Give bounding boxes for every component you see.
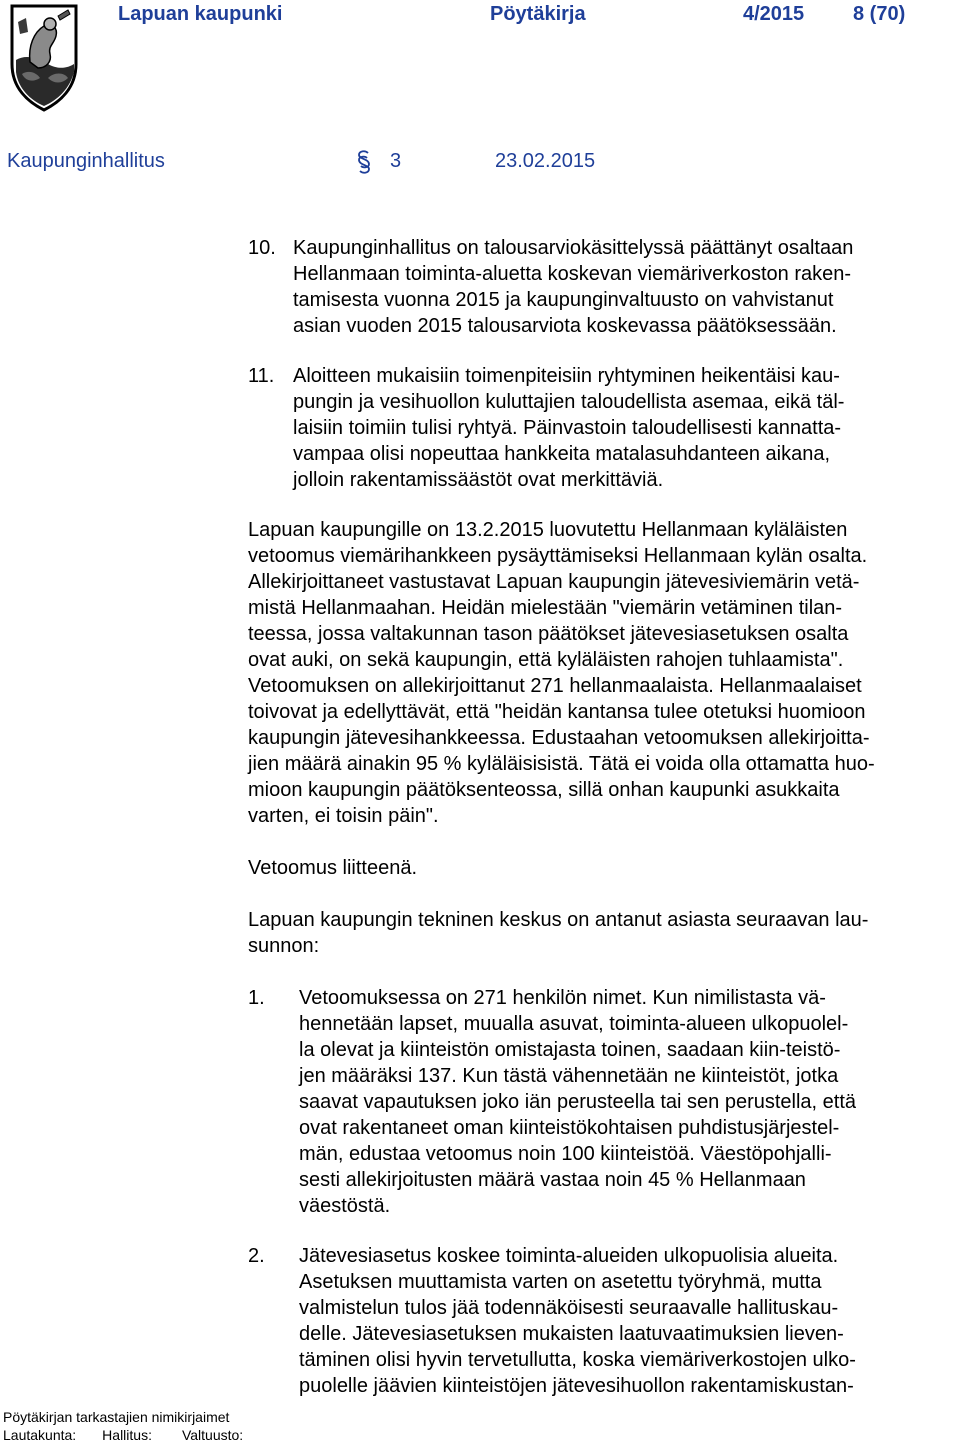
- statement-item-2-number: 2.: [248, 1245, 265, 1267]
- committee-name: Kaupunginhallitus: [7, 150, 165, 172]
- item-10-text: Kaupunginhallitus on talousarviokäsittelyssä päättänyt osaltaan Hellanmaan toiminta-aluetta koskevan viemäriverkoston raken- tamisesta vuonna 2015 ja kaupunginvaltuusto on vahvistanut asian vuoden 2015 talousarviota koskevassa päätöksessään.: [293, 237, 854, 337]
- meeting-date: 23.02.2015: [495, 150, 596, 172]
- item-11-number: 11.: [248, 365, 275, 387]
- attachment-line: Vetoomus liitteenä.: [248, 857, 417, 879]
- item-11-text: Aloitteen mukaisiin toimenpiteisiin ryhtyminen heikentäisi kau- pungin ja vesihuollon kuluttajien taloudellista asemaa, eikä täl- laisiin toimiin tulisi ryhtyä. Päinvastoin taloudellisesti kannatta- vampaa olisi nopeuttaa hankkeita matalasuhdanteen aikana, jolloin rakentamissäästöt ovat merkittäviä.: [293, 365, 845, 491]
- lautakunta-label: Lautakunta:: [3, 1427, 77, 1443]
- statement-intro: Lapuan kaupungin tekninen keskus on antanut asiasta seuraavan lau- sunnon:: [248, 909, 869, 957]
- item-10-number: 10.: [248, 237, 276, 259]
- signature-label: Pöytäkirjan tarkastajien nimikirjaimet: [3, 1409, 230, 1425]
- valtuusto-label: Valtuusto:: [181, 1427, 244, 1443]
- statement-item-2-text: Jätevesiasetus koskee toiminta-alueiden ulkopuolisia alueita. Asetuksen muuttamista varten on asetettu työryhmä, mutta valmistelun tulos jää todennäköisesti seuraavalle hallituskau- delle. Jätevesiasetuksen mukaisten laatuvaatimuksien lieven- täminen olisi hyvin tervetullutta, koska viemäriverkostojen ulko- puolelle jäävien kiinteistöjen jätevesihuollon rakentamiskustan-: [299, 1245, 856, 1397]
- statement-item-1-number: 1.: [248, 987, 265, 1009]
- signature-fields: [3, 1427, 243, 1444]
- coat-of-arms-crest: [8, 2, 80, 114]
- section-sign-icon: [357, 150, 371, 174]
- doc-type: Pöytäkirja: [490, 3, 586, 25]
- page-number: 8 (70): [853, 3, 906, 25]
- section-number: 3: [390, 150, 402, 172]
- hallitus-label: Hallitus:: [102, 1427, 152, 1443]
- petition-paragraph: Lapuan kaupungille on 13.2.2015 luovutettu Hellanmaan kyläläisten vetoomus viemärihankkeen pysäyttämiseksi Hellanmaan kylän osalta. Allekirjoittaneet vastustavat Lapuan kaupungin jätevesiviemärin vetä- mistä Hellanmaahan. Heidän mielestään "viemärin vetäminen tilan- teessa, jossa valtakunnan tason päätökset jätevesiasetuksen osalta ovat auki, on sekä kaupungin, että kyläläisten rahojen tuhlaamista". Vetoomuksen on allekirjoittanut 271 hellanmaalaista. Hellanmaalaiset toivovat ja edellyttävät, että "heidän kantansa tulee otetuksi huomioon kaupungin jätevesihankkeessa. Edustaahan vetoomuksen allekirjoitta- jien määrä ainakin 95 % kyläläisisistä. Tätä ei voida olla ottamatta huo- mioon kaupungin päätöksenteossa, sillä onhan kaupunki asukkaita varten, ei toisin päin".: [248, 519, 875, 827]
- doc-number: 4/2015: [743, 3, 805, 25]
- org-name: Lapuan kaupunki: [118, 3, 283, 25]
- statement-item-1-text: Vetoomuksessa on 271 henkilön nimet. Kun nimilistasta vä- hennetään lapset, muualla asuvat, toiminta-alueen ulkopuolel- la olevat ja kiinteistön omistajasta toinen, saadaan kiin-teistö- jen määräksi 137. Kun tästä vähennetään ne kiinteistöt, jotka saavat vapautuksen joko iän perusteella tai sen perustella, että ovat rakentaneet oman kiinteistökohtaisen puhdistusjärjestel- män, edustaa vetoomus noin 100 kiinteistöä. Väestöpohjalli- sesti allekirjoitusten määrä vastaa noin 45 % Hellanmaan väestöstä.: [299, 987, 857, 1217]
